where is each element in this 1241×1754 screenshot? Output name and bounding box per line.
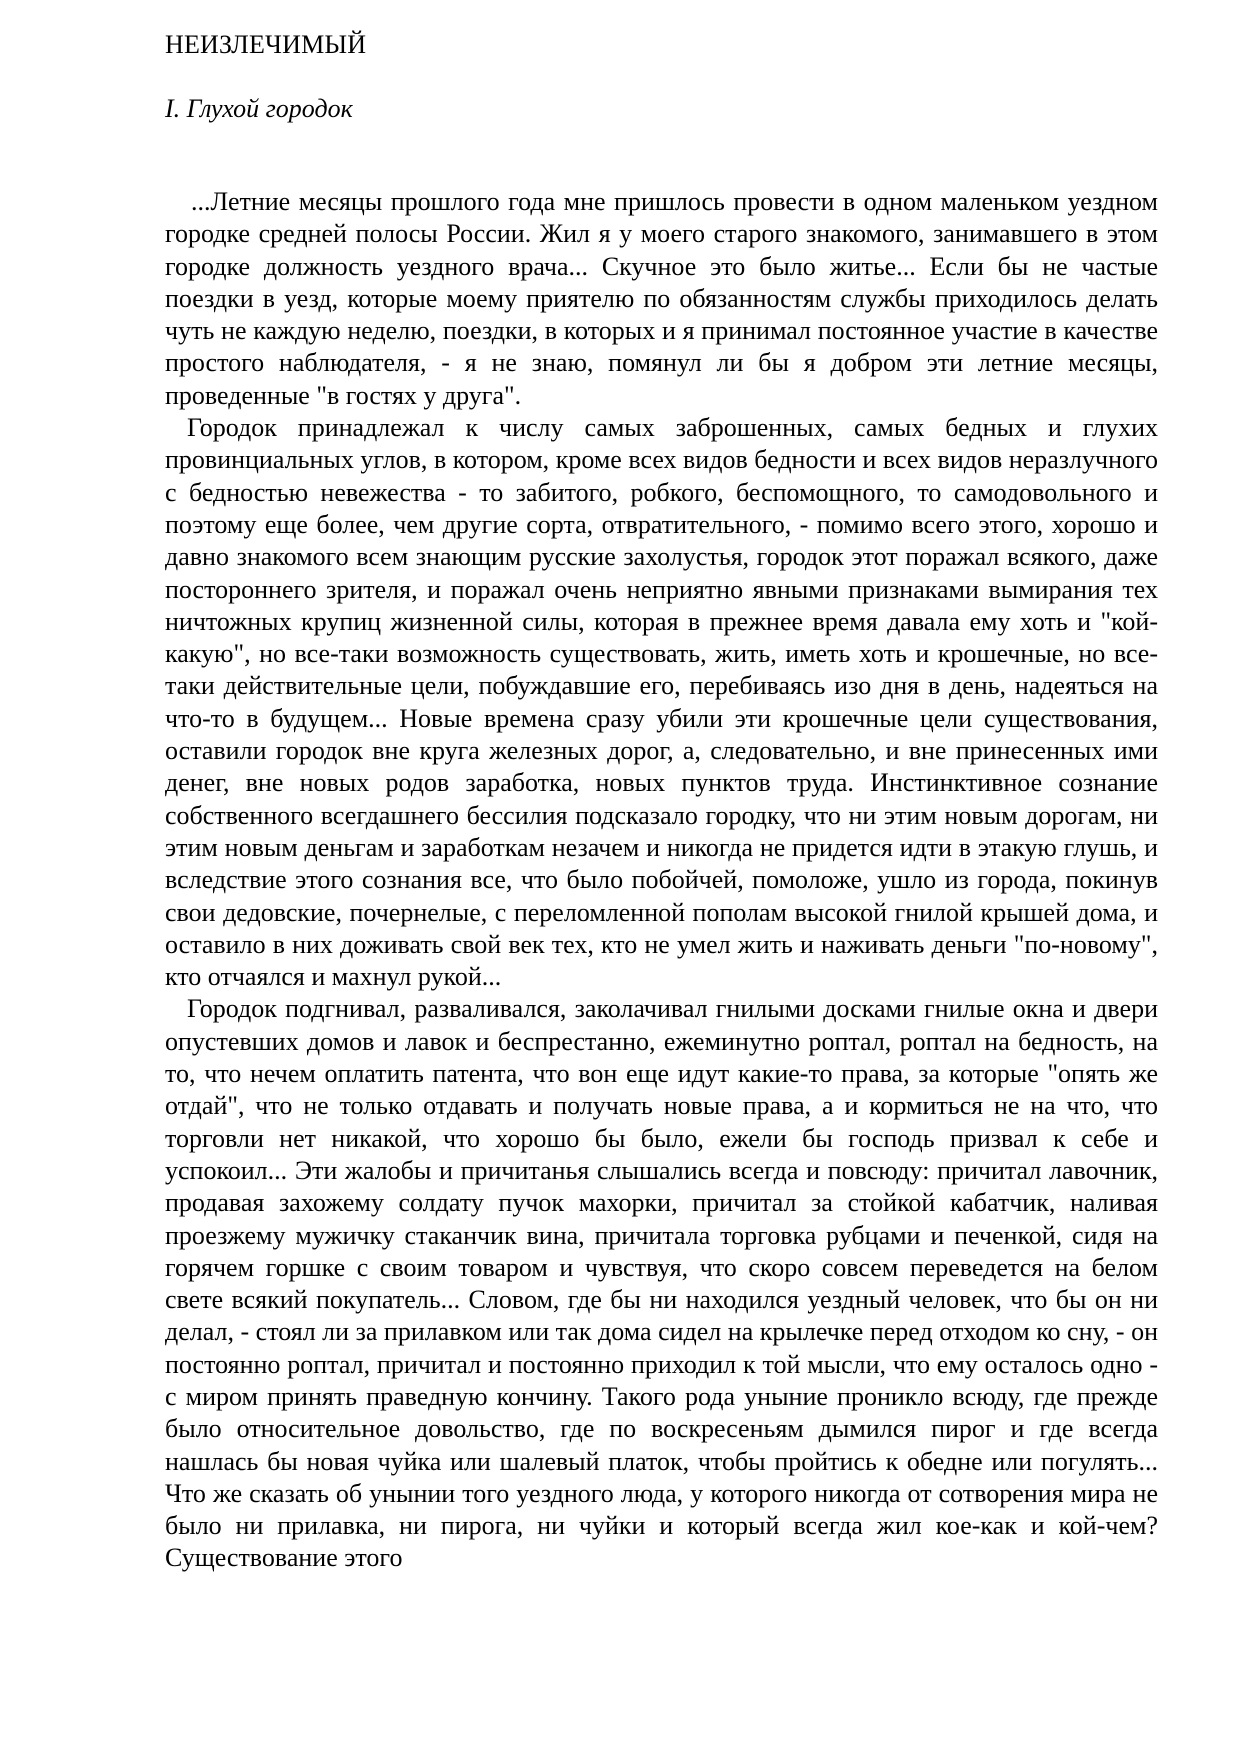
paragraph-1: ...Летние месяцы прошлого года мне пришлось провести в одном маленьком уездном городке средней полосы России. Жил я у моего старого знакомого, занимавшего в этом городке должность уездного врача... Скучное это было житье... Если бы не частые поездки в уезд, которые моему приятелю по обязанностям службы приходилось делать чуть не каждую неделю, поездки, в которых и я принимал постоянное участие в качестве простого наблюдателя, - я не знаю, помянул ли бы я добром эти летние месяцы, проведенные "в гостях у друга". xyxy=(165,187,1158,410)
document-title: НЕИЗЛЕЧИМЫЙ xyxy=(165,30,367,59)
paragraph-2: Городок принадлежал к числу самых заброшенных, самых бедных и глухих провинциальных углов, в котором, кроме всех видов бедности и всех видов неразлучного с бедностью невежества - то забитого, робкого, беспомощного, то самодовольного и поэтому еще более, чем другие сорта, отвратительного, - помимо всего этого, хорошо и давно знакомого всем знающим русские захолустья, городок этот поражал всякого, даже постороннего зрителя, и поражал очень неприятно явными признаками вымирания тех ничтожных крупиц жизненной силы, которая в прежнее время давала ему хоть и "кой-какую", но все-таки возможность существовать, жить, иметь хоть и крошечные, но все-таки действительные цели, побуждавшие его, перебиваясь изо дня в день, надеяться на что-то в будущем... Новые времена сразу убили эти крошечные цели существования, оставили городок вне круга железных дорог, а, следовательно, и вне принесенных ими денег, вне новых родов заработка, новых пунктов труда. Инстинктивное сознание собственного всегдашнего бессилия подсказало городку, что ни этим новым дорогам, ни этим новым деньгам и заработкам незачем и никогда не придется идти в этакую глушь, и вследствие этого сознания все, что было побойчей, помоложе, ушло из города, покинув свои дедовские, почернелые, с переломленной пополам высокой гнилой крышей дома, и оставило в них доживать свой век тех, кто не умел жить и наживать деньги "по-новому", кто отчаялся и махнул рукой... xyxy=(165,413,1158,992)
body-text xyxy=(165,186,1158,1575)
chapter-title: I. Глухой городок xyxy=(165,94,353,123)
paragraph-3: Городок подгнивал, разваливался, заколачивал гнилыми досками гнилые окна и двери опустевших домов и лавок и беспрестанно, ежеминутно роптал, роптал на бедность, на то, что нечем оплатить патента, что вон еще идут какие-то права, за которые "опять же отдай", что не только отдавать и получать новые права, а и кормиться не на что, что торговли нет никакой, что хорошо бы было, ежели бы господь призвал к себе и успокоил... Эти жалобы и причитанья слышались всегда и повсюду: причитал лавочник, продавая захожему солдату пучок махорки, причитал за стойкой кабатчик, наливая проезжему мужичку стаканчик вина, причитала торговка рубцами и печенкой, сидя на горячем горшке с своим товаром и чувствуя, что скоро совсем переведется на белом свете всякий покупатель... Словом, где бы ни находился уездный человек, что бы он ни делал, - стоял ли за прилавком или так дома сидел на крылечке перед отходом ко сну, - он постоянно роптал, причитал и постоянно приходил к той мысли, что ему осталось одно - с миром принять праведную кончину. Такого рода уныние проникло всюду, где прежде было относительное довольство, где по воскресеньям дымился пирог и где всегда нашлась бы новая чуйка или шалевый платок, чтобы пройтись к обедне или погулять... Что же сказать об унынии того уездного люда, у которого никогда от сотворения мира не было ни прилавка, ни пирога, ни чуйки и который всегда жил кое-как и кой-чем? Существование этого xyxy=(165,994,1158,1573)
